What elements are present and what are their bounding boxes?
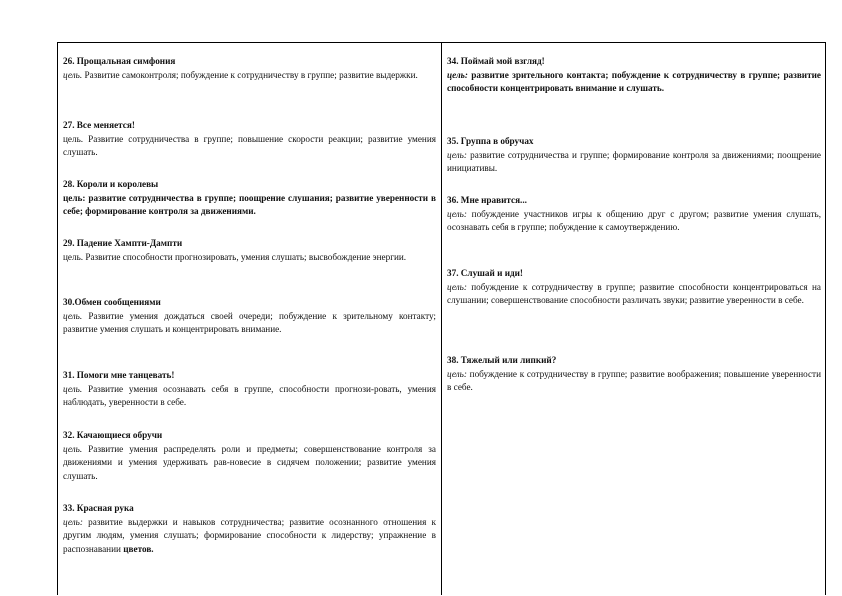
- goal-text: побуждение участников игры к общению друг с другом; развитие умения слушать, осознавать себя в группе; побуждение к самоутверждению.: [447, 208, 821, 233]
- game-title: 33. Красная рука: [63, 503, 134, 513]
- game-title: 27. Все меняется!: [63, 120, 135, 130]
- game-title: 34. Поймай мой взгляд!: [447, 56, 545, 66]
- goal-label: цель.: [63, 383, 83, 394]
- game-entry-37: [447, 267, 821, 308]
- game-title: 38. Тяжелый или липкий?: [447, 355, 557, 365]
- game-goal: [63, 383, 436, 410]
- game-title: 36. Мне нравится...: [447, 195, 527, 205]
- game-entry-34: [447, 55, 821, 96]
- game-entry-29: [63, 237, 406, 264]
- table-right-border: [825, 42, 826, 595]
- goal-label: цель:: [447, 368, 467, 379]
- game-goal: [63, 69, 418, 83]
- goal-text: побуждение к сотрудничеству в группе; развитие способности концентрироваться на слушании; совершенствование способности различать звуки; развитие уверенности в себе.: [447, 281, 821, 306]
- goal-text-tail: цветов.: [123, 543, 154, 554]
- game-goal: [63, 192, 436, 219]
- goal-label: цель:: [63, 516, 83, 527]
- game-title: 29. Падение Хампти-Дампти: [63, 238, 183, 248]
- game-entry-30: [63, 296, 436, 337]
- game-title: 26. Прощальная симфония: [63, 56, 176, 66]
- goal-label: цель:: [447, 281, 467, 292]
- game-goal: [63, 443, 436, 484]
- goal-text: цель: развитие сотрудничества в группе; поощрение слушания; развитие уверенности в себе; формирование контроля за движениями.: [63, 192, 436, 217]
- game-goal: [63, 133, 436, 160]
- game-goal: [447, 69, 821, 96]
- goal-text: цель. Развитие сотрудничества в группе; повышение скорости реакции; развитие умения слушать.: [63, 133, 436, 158]
- goal-label: цель:: [447, 69, 468, 80]
- table-column-divider: [441, 42, 442, 595]
- goal-text: развитие зрительного контакта; побуждение к сотрудничеству в группе; развитие способности концентрировать внимание и слушать.: [447, 69, 821, 94]
- goal-text: Развитие умения распределять роли и предметы; совершенствование контроля за движениями и умения удерживать рав-новесие в сидячем положении; развитие умения слушать.: [63, 443, 436, 481]
- game-entry-28: [63, 178, 436, 219]
- game-goal: [63, 310, 436, 337]
- game-title: 37. Слушай и иди!: [447, 268, 523, 278]
- goal-label: цель:: [447, 149, 467, 160]
- goal-text: развитие сотрудничества и группе; формирование контроля за движениями; поощрение инициативы.: [447, 149, 821, 174]
- game-title: 28. Короли и королевы: [63, 179, 159, 189]
- game-entry-31: [63, 369, 436, 410]
- goal-text: Развитие умения дождаться своей очереди; побуждение к зрительному контакту; развитие умения слушать и концентрировать внимание.: [63, 310, 436, 335]
- goal-text: Развитие самоконтроля; побуждение к сотрудничеству в группе; развитие выдержки.: [82, 69, 418, 80]
- game-entry-38: [447, 354, 821, 395]
- goal-label: цель:: [447, 208, 467, 219]
- goal-text: цель. Развитие способности прогнозировать, умения слушать; высвобождение энергии.: [63, 251, 407, 262]
- game-entry-27: [63, 119, 436, 160]
- game-goal: [447, 149, 821, 176]
- game-entry-33: [63, 502, 436, 556]
- game-title: 30.Обмен сообщениями: [63, 297, 161, 307]
- goal-text: развитие выдержки и навыков сотрудничества; развитие осознанного отношения к другим людям, умения слушать; формирование способности к лидерству; упражнение в распознавании: [63, 516, 436, 554]
- goal-label: цель.: [63, 310, 83, 321]
- game-goal: [447, 208, 821, 235]
- game-entry-35: [447, 135, 821, 176]
- goal-text: Развитие умения осознавать себя в группе, способности прогнози-ровать, умения наблюдать, уверенности в себе.: [63, 383, 436, 408]
- game-goal: [447, 368, 821, 395]
- game-title: 31. Помоги мне танцевать!: [63, 370, 175, 380]
- game-entry-36: [447, 194, 821, 235]
- goal-label: цель.: [63, 443, 83, 454]
- game-goal: [63, 251, 406, 265]
- game-entry-32: [63, 429, 436, 483]
- table-left-border: [57, 42, 58, 595]
- game-goal: [447, 281, 821, 308]
- game-goal: [63, 516, 436, 557]
- game-entry-26: [63, 55, 418, 82]
- goal-text: побуждение к сотрудничеству в группе; развитие воображения; повышение уверенности в себе.: [447, 368, 821, 393]
- goal-label: цель.: [63, 69, 83, 80]
- game-title: 35. Группа в обручах: [447, 136, 534, 146]
- game-title: 32. Качающиеся обручи: [63, 430, 163, 440]
